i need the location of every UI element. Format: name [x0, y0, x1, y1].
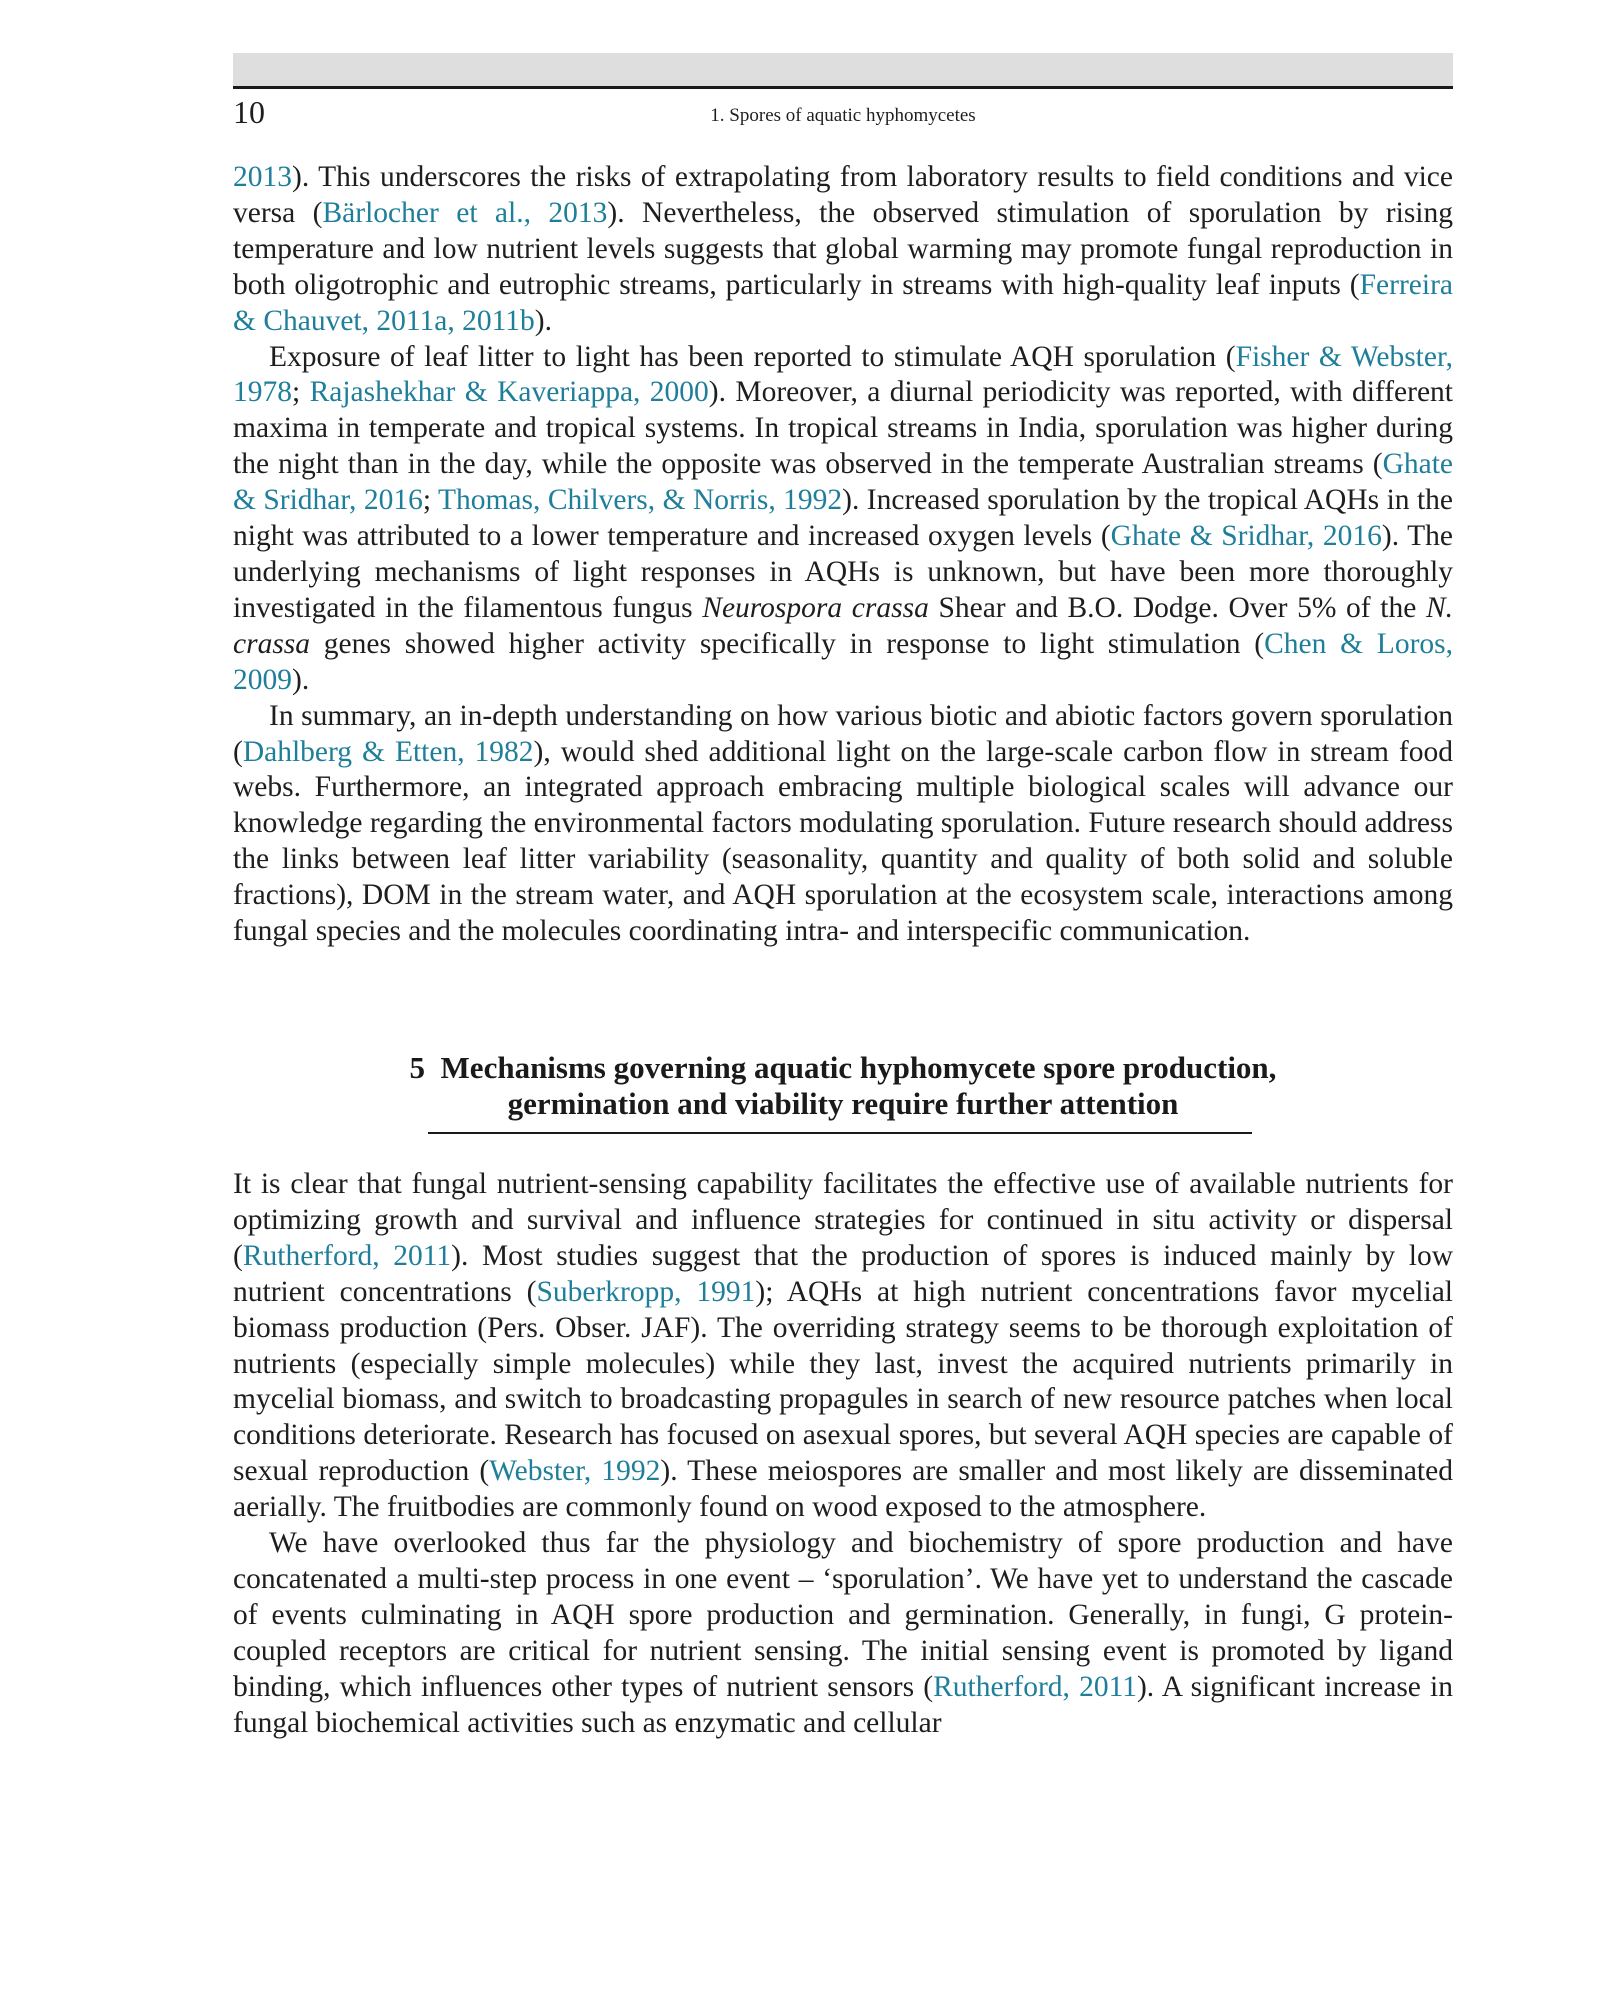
page-number: 10 — [233, 94, 265, 130]
paragraph — [233, 1167, 1453, 1526]
header-band — [233, 53, 1453, 86]
section-5-body — [233, 1167, 1453, 1742]
text-run: ; — [422, 484, 438, 517]
text-run: In summary, an in-depth understanding on how various biotic and abiotic factors govern sporulation ( — [233, 699, 1453, 768]
text-run: ). Increased sporulation by the tropical AQHs in the night was attributed to a lower temperature and increased oxygen levels ( — [233, 484, 1453, 553]
citation-link[interactable]: Fisher & Webster, 1978 — [233, 340, 1453, 409]
citation-link[interactable]: 2013 — [233, 161, 292, 193]
text-run: ), would shed additional light on the large-scale carbon flow in stream food webs. Furthermore, an integrated approach embracing multiple biological scales will advance our knowledge regarding the environmental factors modulating sporulation. Future research should address the links between leaf litter variability (seasonality, quantity and quality of both solid and soluble fractions), DOM in the stream water, and AQH sporulation at the ecosystem scale, interactions among fungal species and the molecules coordinating intra- and interspecific communication. — [233, 735, 1453, 948]
text-run: ; — [292, 376, 310, 409]
paragraph — [233, 340, 1453, 699]
citation-link[interactable]: Suberkropp, 1991 — [536, 1275, 756, 1308]
text-run: ). The underlying mechanisms of light responses in AQHs is unknown, but have been more thoroughly investigated in the filamentous fungus — [233, 520, 1454, 624]
species-name: Neurospora crassa — [702, 591, 929, 624]
section-title-line-2: germination and viability require further attention — [507, 1086, 1179, 1121]
section-4-body — [233, 160, 1453, 950]
citation-link[interactable]: Ghate & Sridhar, 2016 — [1110, 520, 1382, 553]
species-name: N. crassa — [233, 591, 1454, 660]
citation-link[interactable]: Dahlberg & Etten, 1982 — [242, 735, 534, 768]
text-run: ). Nevertheless, the observed stimulation of sporulation by rising temperature and low nutrient levels suggests that global warming may promote fungal reproduction in both oligotrophic and eutrophic streams, particularly in streams with high-quality leaf inputs ( — [233, 196, 1453, 301]
text-run: ). This underscores the risks of extrapolating from laboratory results to field conditions and vice versa ( — [233, 161, 1453, 229]
text-run: We have overlooked thus far the physiology and biochemistry of spore production and have concatenated a multi-step process in one event – ‘sporulation’. We have yet to understand the cascade of events culminating in AQH spore production and germination. Generally, in fungi, G protein-coupled receptors are critical for nutrient sensing. The initial sensing event is promoted by ligand binding, which influences other types of nutrient sensors ( — [233, 1527, 1453, 1703]
section-title-line-1: Mechanisms governing aquatic hyphomycete spore production, — [440, 1050, 1277, 1085]
citation-link[interactable]: Ghate & Sridhar, 2016 — [233, 448, 1453, 517]
section-heading-underline — [428, 1132, 1252, 1134]
paragraph — [233, 699, 1453, 950]
citation-link[interactable]: Webster, 1992 — [489, 1455, 661, 1488]
text-run: ). Most studies suggest that the production of spores is induced mainly by low nutrient concentrations ( — [233, 1239, 1454, 1308]
citation-link[interactable]: Thomas, Chilvers, & Norris, 1992 — [437, 484, 843, 517]
citation-link[interactable]: Rajashekhar & Kaveriappa, 2000 — [309, 376, 709, 409]
text-run: Exposure of leaf litter to light has been reported to stimulate AQH sporulation ( — [269, 340, 1236, 373]
text-run: ). A significant increase in fungal biochemical activities such as enzymatic and cellular — [233, 1670, 1454, 1739]
section-heading-line-1 — [233, 1050, 1453, 1086]
section-heading — [233, 1050, 1453, 1122]
citation-link[interactable]: Ferreira & Chauvet, 2011a, 2011b — [233, 268, 1453, 337]
text-run: genes showed higher activity specifically in response to light stimulation ( — [310, 627, 1265, 660]
text-run: ); AQHs at high nutrient concentrations favor mycelial biomass production (Pers. Obser. JAF). The overriding strategy seems to be thorough exploitation of nutrients (especially simple molecules) while they last, invest the acquired nutrients primarily in mycelial biomass, and switch to broadcasting propagules in search of new resource patches when local conditions deteriorate. Research has focused on asexual spores, but several AQH species are capable of sexual reproduction ( — [233, 1275, 1453, 1488]
text-run: ). Moreover, a diurnal periodicity was reported, with different maxima in temperate and tropical systems. In tropical streams in India, sporulation was higher during the night than in the day, while the opposite was observed in the temperate Australian streams ( — [233, 376, 1453, 481]
text-run: ). — [534, 304, 552, 337]
citation-link[interactable]: Rutherford, 2011 — [242, 1239, 452, 1272]
text-run: ). These meiospores are smaller and most likely are disseminated aerially. The fruitbodies are commonly found on wood exposed to the atmosphere. — [233, 1455, 1453, 1524]
text-run: It is clear that fungal nutrient-sensing capability facilitates the effective use of available nutrients for optimizing growth and survival and influence strategies for continued in situ activity or dispersal ( — [233, 1168, 1453, 1272]
text-run: ). — [292, 663, 310, 696]
paragraph — [233, 1526, 1453, 1741]
header-rule — [233, 86, 1453, 89]
citation-link[interactable]: Chen & Loros, 2009 — [233, 627, 1453, 696]
citation-link[interactable]: Bärlocher et al., 2013 — [322, 196, 608, 229]
text-run: Shear and B.O. Dodge. Over 5% of the — [928, 591, 1426, 624]
paragraph — [233, 160, 1453, 340]
section-number: 5 — [409, 1050, 426, 1085]
running-title: 1. Spores of aquatic hyphomycetes — [710, 105, 976, 126]
citation-link[interactable]: Rutherford, 2011 — [933, 1670, 1137, 1703]
